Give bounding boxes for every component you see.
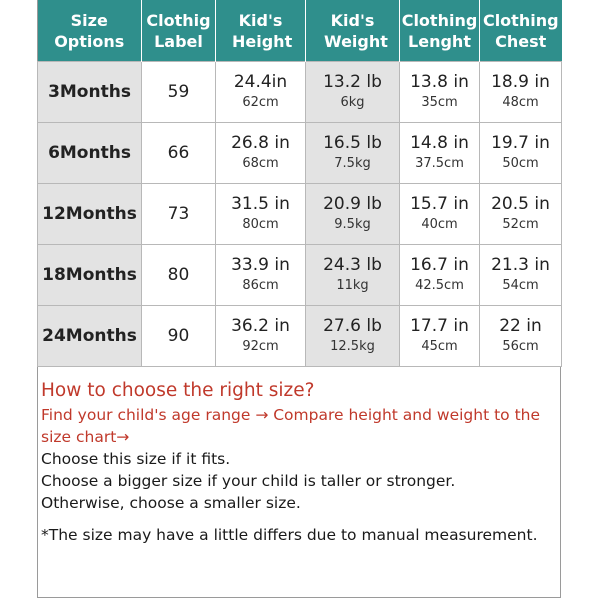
header-clothing-length: Clothing Lenght [400, 0, 480, 62]
length-inches: 16.7 in [410, 255, 469, 275]
header-clothing-label: Clothig Label [142, 0, 216, 62]
size-chart-table [37, 0, 562, 367]
notes-line: Choose this size if it fits. [41, 450, 231, 468]
height-cell [216, 306, 306, 367]
length-inches: 15.7 in [410, 194, 469, 214]
weight-cell [306, 306, 400, 367]
chest-inches: 19.7 in [491, 133, 550, 153]
header-kids-height: Kid's Height [216, 0, 306, 62]
weight-cell [306, 245, 400, 306]
header-row [38, 0, 562, 62]
chest-cm: 56cm [502, 339, 539, 354]
weight-lb: 24.3 lb [323, 255, 382, 275]
length-cell [400, 184, 480, 245]
notes-tip: Find your child's age range → Compare height and weight to the size chart→ [41, 406, 541, 446]
weight-cell [306, 184, 400, 245]
weight-kg: 11kg [336, 278, 369, 293]
size-option-cell: 3Months [38, 62, 142, 123]
length-cell [400, 123, 480, 184]
chest-cell [480, 306, 562, 367]
notes-heading: How to choose the right size? [41, 380, 315, 401]
table-row [38, 245, 562, 306]
size-option-cell: 18Months [38, 245, 142, 306]
chest-inches: 20.5 in [491, 194, 550, 214]
length-cm: 40cm [421, 217, 458, 232]
weight-kg: 7.5kg [334, 156, 371, 171]
length-inches: 17.7 in [410, 316, 469, 336]
height-cell [216, 123, 306, 184]
chest-cell [480, 123, 562, 184]
weight-kg: 6kg [340, 95, 365, 110]
notes-footnote: *The size may have a little differs due to manual measurement. [41, 526, 538, 544]
chest-cell [480, 184, 562, 245]
clothing-label-cell: 59 [142, 62, 216, 123]
length-cell [400, 245, 480, 306]
length-cm: 45cm [421, 339, 458, 354]
weight-kg: 12.5kg [330, 339, 375, 354]
clothing-label-cell: 90 [142, 306, 216, 367]
height-cm: 80cm [242, 217, 279, 232]
height-inches: 26.8 in [231, 133, 290, 153]
length-cell [400, 62, 480, 123]
notes-line: Otherwise, choose a smaller size. [41, 494, 301, 512]
weight-lb: 27.6 lb [323, 316, 382, 336]
clothing-label-cell: 80 [142, 245, 216, 306]
table-row [38, 306, 562, 367]
header-size-options: Size Options [38, 0, 142, 62]
weight-lb: 13.2 lb [323, 72, 382, 92]
height-inches: 31.5 in [231, 194, 290, 214]
clothing-label-cell: 73 [142, 184, 216, 245]
table-row [38, 184, 562, 245]
height-inches: 24.4in [233, 72, 288, 92]
weight-kg: 9.5kg [334, 217, 371, 232]
length-cm: 37.5cm [415, 156, 464, 171]
height-inches: 33.9 in [231, 255, 290, 275]
height-cm: 62cm [242, 95, 279, 110]
chest-cm: 54cm [502, 278, 539, 293]
height-cell [216, 184, 306, 245]
size-option-cell: 24Months [38, 306, 142, 367]
weight-cell [306, 62, 400, 123]
chest-cell [480, 62, 562, 123]
chest-inches: 21.3 in [491, 255, 550, 275]
height-cm: 68cm [242, 156, 279, 171]
size-guide-notes [41, 379, 556, 546]
chest-inches: 18.9 in [491, 72, 550, 92]
size-option-cell: 12Months [38, 184, 142, 245]
length-cell [400, 306, 480, 367]
chest-cell [480, 245, 562, 306]
table-row [38, 123, 562, 184]
chest-inches: 22 in [499, 316, 542, 336]
length-inches: 13.8 in [410, 72, 469, 92]
size-option-cell: 6Months [38, 123, 142, 184]
height-cell [216, 245, 306, 306]
notes-line: Choose a bigger size if your child is taller or stronger. [41, 472, 456, 490]
height-cm: 86cm [242, 278, 279, 293]
height-inches: 36.2 in [231, 316, 290, 336]
height-cell [216, 62, 306, 123]
length-cm: 42.5cm [415, 278, 464, 293]
length-inches: 14.8 in [410, 133, 469, 153]
clothing-label-cell: 66 [142, 123, 216, 184]
weight-cell [306, 123, 400, 184]
chest-cm: 52cm [502, 217, 539, 232]
header-kids-weight: Kid's Weight [306, 0, 400, 62]
chest-cm: 50cm [502, 156, 539, 171]
length-cm: 35cm [421, 95, 458, 110]
chest-cm: 48cm [502, 95, 539, 110]
weight-lb: 20.9 lb [323, 194, 382, 214]
table-row [38, 62, 562, 123]
weight-lb: 16.5 lb [323, 133, 382, 153]
height-cm: 92cm [242, 339, 279, 354]
header-clothing-chest: Clothing Chest [480, 0, 562, 62]
